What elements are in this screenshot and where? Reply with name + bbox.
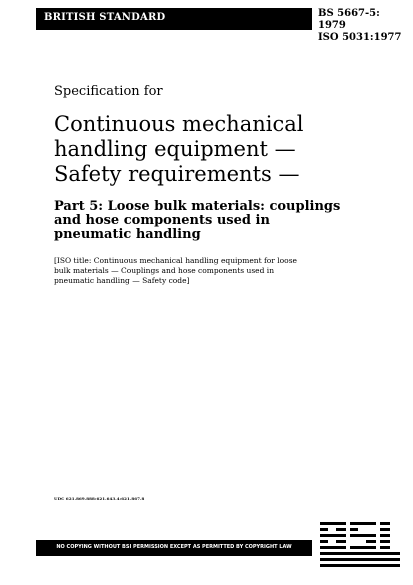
udc-code: UDC 621.869.888:621.643.4:621.867.8 <box>54 496 145 501</box>
part-title-line: and hose components used in <box>54 213 270 228</box>
spec-for-label: Specification for <box>54 84 163 99</box>
iso-title-line: [ISO title: Continuous mechanical handling equipment for loose <box>54 256 297 265</box>
part-title-line: pneumatic handling <box>54 227 201 242</box>
main-title-line: handling equipment — <box>54 137 296 161</box>
standard-number-bs: BS 5667-5: <box>318 8 380 19</box>
part-title-line: Part 5: Loose bulk materials: couplings <box>54 199 341 214</box>
copyright-notice: NO COPYING WITHOUT BSI PERMISSION EXCEPT AS PERMITTED BY COPYRIGHT LAW <box>56 544 292 550</box>
standard-numbers <box>318 8 408 44</box>
iso-title-line: pneumatic handling — Safety code] <box>54 276 190 285</box>
header-label: BRITISH STANDARD <box>44 12 166 23</box>
bsi-logo-icon <box>318 520 404 568</box>
part-title <box>54 199 341 242</box>
copyright-bar <box>36 540 312 556</box>
iso-title <box>54 256 344 286</box>
header-bar <box>36 8 312 30</box>
iso-title-line: bulk materials — Couplings and hose components used in <box>54 266 275 275</box>
standard-number-year: 1979 <box>318 20 346 31</box>
main-title-line: Safety requirements — <box>54 162 300 186</box>
standard-number-iso: ISO 5031:1977 <box>318 32 402 43</box>
main-title <box>54 112 334 187</box>
main-title-line: Continuous mechanical <box>54 112 304 136</box>
